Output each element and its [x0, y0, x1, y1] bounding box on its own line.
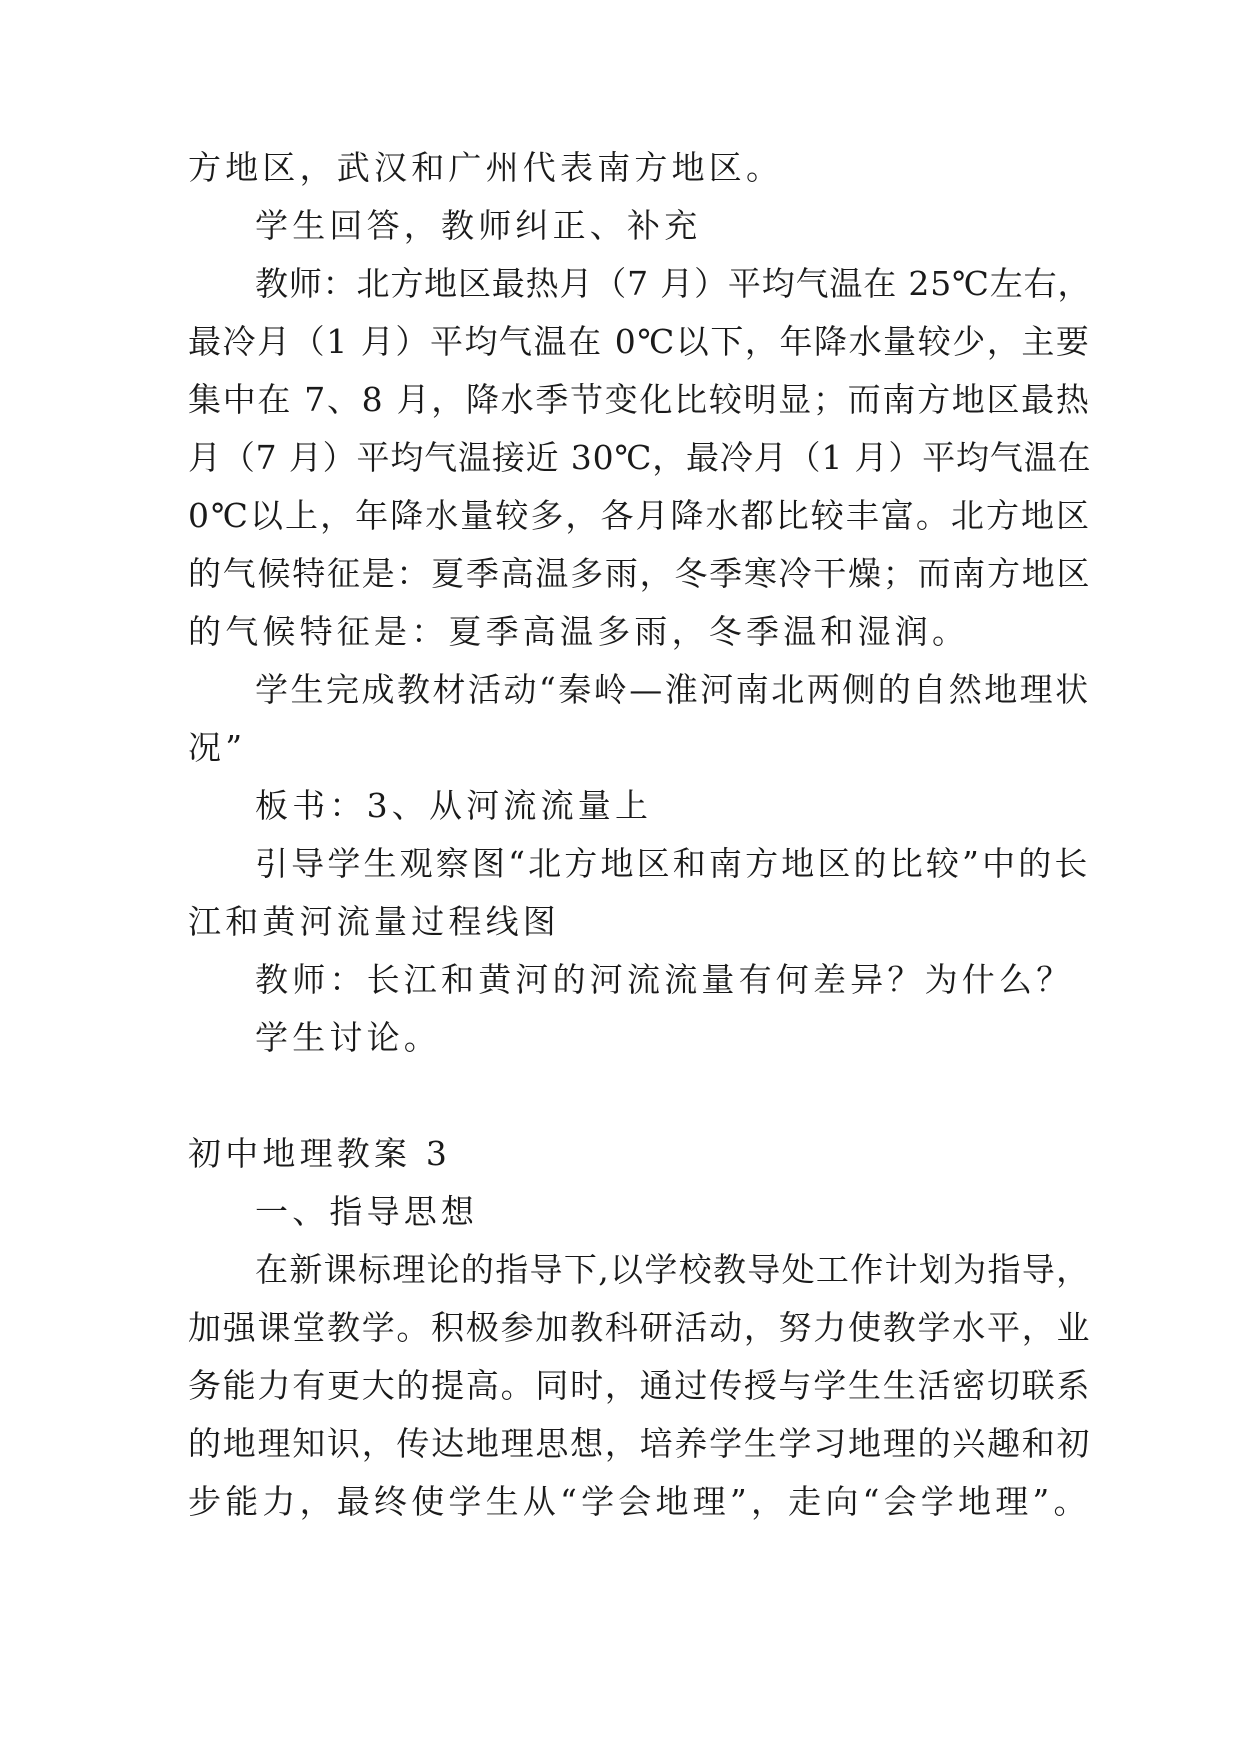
board-note: 板书：3、从河流流量上 — [255, 786, 653, 825]
paragraph-line: 的气候特征是：夏季高温多雨，冬季温和湿润。 — [188, 612, 970, 651]
section-title: 初中地理教案 3 — [188, 1134, 452, 1173]
paragraph-line: 集中在 7、8 月，降水季节变化比较明显；而南方地区最热 — [188, 380, 1091, 419]
paragraph-line: 步能力，最终使学生从“学会地理”，走向“会学地理”。 — [188, 1482, 1091, 1521]
paragraph-line: 在新课标理论的指导下,以学校教导处工作计划为指导， — [255, 1250, 1091, 1289]
paragraph-line: 方地区，武汉和广州代表南方地区。 — [188, 148, 784, 187]
paragraph-line: 学生讨论。 — [255, 1018, 441, 1057]
paragraph-line: 最冷月（1 月）平均气温在 0℃以下，年降水量较少，主要 — [188, 322, 1091, 361]
paragraph-line: 月（7 月）平均气温接近 30℃，最冷月（1 月）平均气温在 — [188, 438, 1092, 477]
paragraph-line: 学生完成教材活动“秦岭—淮河南北两侧的自然地理状 — [255, 670, 1091, 709]
section-heading: 一、指导思想 — [255, 1192, 479, 1231]
paragraph-line: 务能力有更大的提高。同时，通过传授与学生生活密切联系 — [188, 1366, 1092, 1405]
paragraph-line: 教师：北方地区最热月（7 月）平均气温在 25℃左右， — [255, 264, 1092, 303]
paragraph-line: 况” — [188, 728, 247, 767]
paragraph-line: 学生回答，教师纠正、补充 — [255, 206, 702, 245]
paragraph-line: 加强课堂教学。积极参加教科研活动，努力使教学水平，业 — [188, 1308, 1092, 1347]
paragraph-line: 的地理知识，传达地理思想，培养学生学习地理的兴趣和初 — [188, 1424, 1092, 1463]
paragraph-line: 0℃以上，年降水量较多，各月降水都比较丰富。北方地区 — [188, 496, 1092, 535]
paragraph-line: 江和黄河流量过程线图 — [188, 902, 560, 941]
paragraph-line: 引导学生观察图“北方地区和南方地区的比较”中的长 — [255, 844, 1091, 883]
paragraph-line: 的气候特征是：夏季高温多雨，冬季寒冷干燥；而南方地区 — [188, 554, 1092, 593]
paragraph-line: 教师：长江和黄河的河流流量有何差异？为什么？ — [255, 960, 1074, 999]
